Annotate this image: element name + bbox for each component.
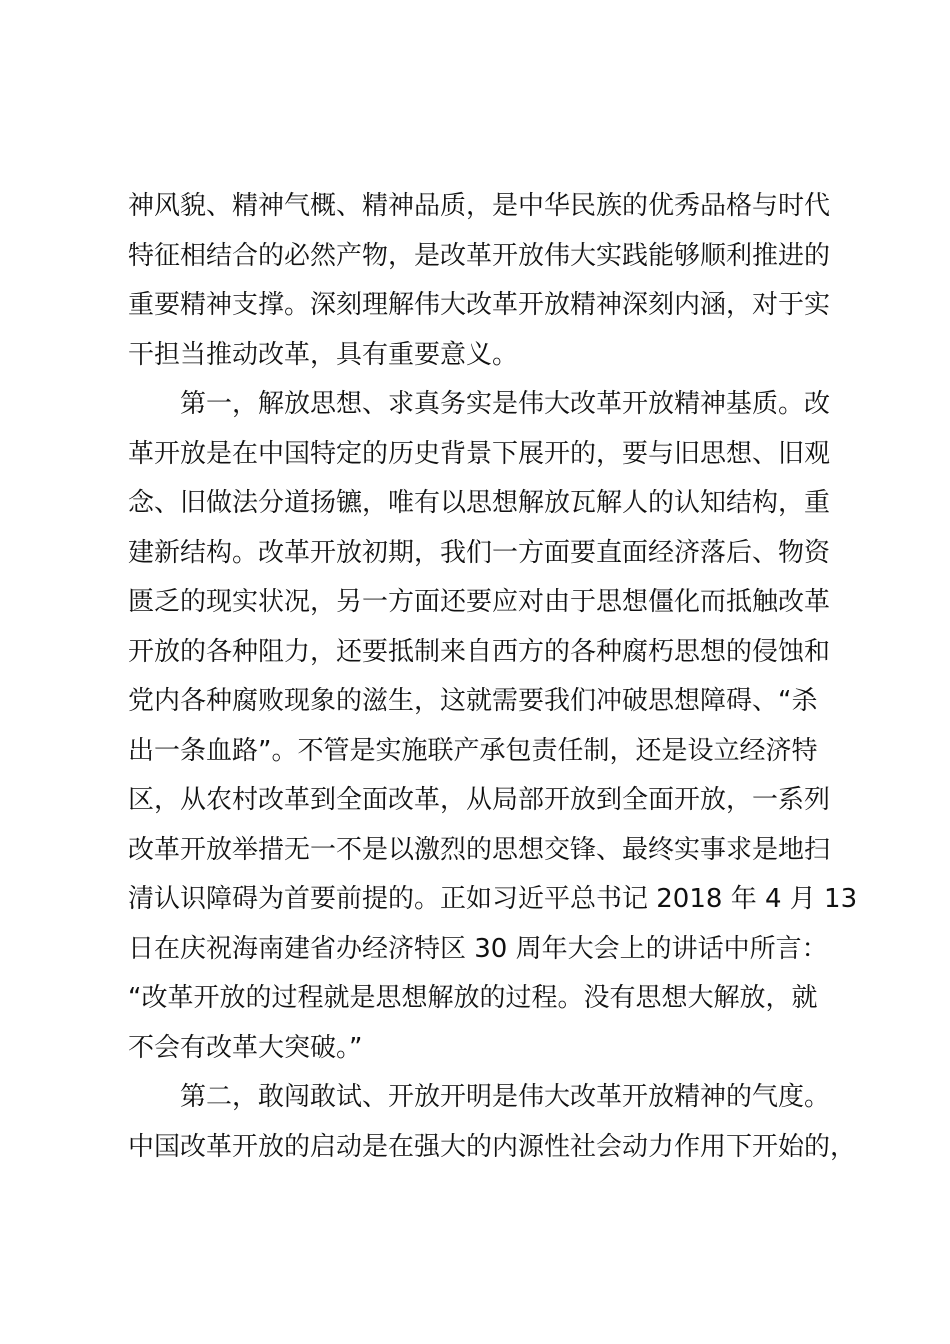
text-line: 区，从农村改革到全面改革，从局部开放到全面开放，一系列 (128, 785, 831, 815)
text-line: 念、旧做法分道扬镳，唯有以思想解放瓦解人的认知结构，重 (128, 488, 831, 518)
paragraph-1-first-line: 第一，解放思想、求真务实是伟大改革开放精神基质。改 (180, 389, 831, 419)
text-line: 中国改革开放的启动是在强大的内源性社会动力作用下开始的， (128, 1131, 857, 1162)
text-line: 开放的各种阻力，还要抵制来自西方的各种腐朽思想的侵蚀和 (128, 636, 831, 667)
text-line: 特征相结合的必然产物，是改革开放伟大实践能够顺利推进的 (128, 240, 831, 271)
text-line: 不会有改革大突破。” (128, 1032, 363, 1063)
text-line: “改革开放的过程就是思想解放的过程。没有思想大解放，就 (128, 983, 818, 1013)
body-text (128, 182, 858, 1172)
text-line: 重要精神支撑。深刻理解伟大改革开放精神深刻内涵，对于实 (128, 290, 831, 320)
text-line: 神风貌、精神气概、精神品质，是中华民族的优秀品格与时代 (128, 191, 831, 221)
text-line: 匮乏的现实状况，另一方面还要应对由于思想僵化而抵触改革 (128, 587, 831, 617)
text-line: 建新结构。改革开放初期，我们一方面要直面经济落后、物资 (128, 537, 831, 568)
text-line: 日在庆祝海南建省办经济特区 30 周年大会上的讲话中所言： (128, 933, 828, 964)
text-line: 革开放是在中国特定的历史背景下展开的，要与旧思想、旧观 (128, 438, 831, 469)
paragraph-2-first-line: 第二，敢闯敢试、开放开明是伟大改革开放精神的气度。 (180, 1082, 831, 1112)
text-line: 党内各种腐败现象的滋生，这就需要我们冲破思想障碍、“杀 (128, 686, 818, 716)
text-line: 清认识障碍为首要前提的。正如习近平总书记 2018 年 4 月 13 (128, 884, 858, 914)
text-line: 出一条血路”。不管是实施联产承包责任制，还是设立经济特 (128, 735, 818, 766)
text-line: 干担当推动改革，具有重要意义。 (128, 339, 519, 370)
text-line: 改革开放举措无一不是以激烈的思想交锋、最终实事求是地扫 (128, 834, 831, 865)
